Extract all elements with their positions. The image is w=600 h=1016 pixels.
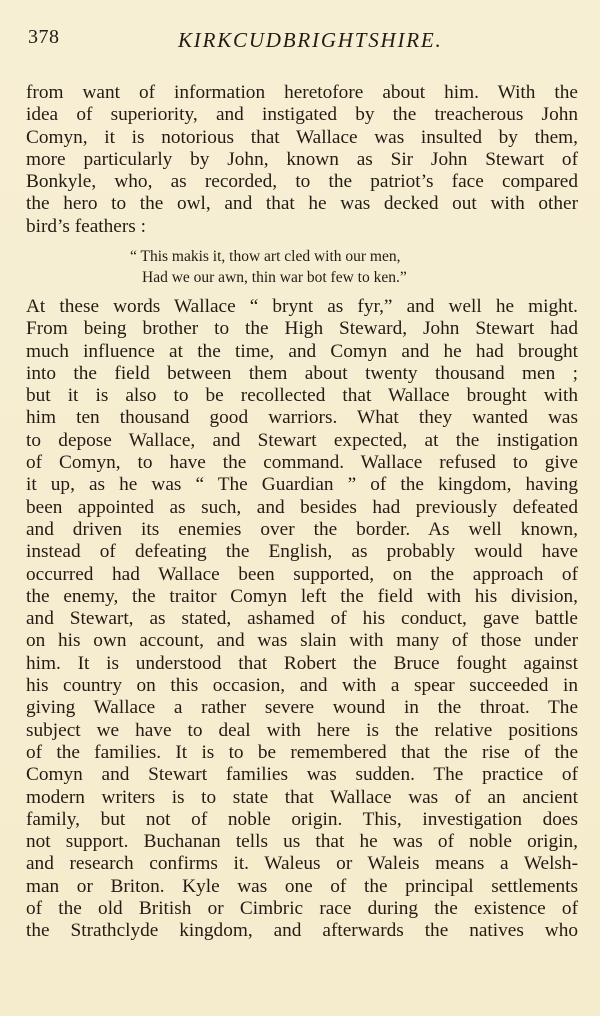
page-number: 378 [28,26,60,48]
text-line: and research confirms it. Waleus or Waleis means a Welsh- [26,853,578,875]
text-line: but it is also to be recollected that Wallace brought with [26,385,578,407]
text-line: the hero to the owl, and that he was decked out with other [26,193,578,215]
text-line: idea of superiority, and instigated by the treacherous John [26,104,578,126]
text-line: and driven its enemies over the border. As well known, [26,518,578,540]
text-line: more particularly by John, known as Sir John Stewart of [26,148,578,170]
text-line: from want of information heretofore about him. With the [26,82,578,103]
verse-line: “ This makis it, thow art cled with our men, [130,248,401,265]
text-line: been appointed as such, and besides had previously defeated [26,496,578,518]
text-line: much influence at the time, and Comyn and he had brought [26,340,578,362]
text-line: him ten thousand good warriors. What they wanted was [26,407,578,429]
text-line: From being brother to the High Steward, John Stewart had [26,318,578,340]
text-line: of the families. It is to be remembered that the rise of the [26,741,578,763]
paragraph-1 [26,82,578,238]
text-line: it up, as he was “ The Guardian ” of the kingdom, having [26,474,578,496]
text-line: his country on this occasion, and with a spear succeeded in [26,675,578,697]
verse-quote [130,246,470,288]
text-line: of Comyn, to have the command. Wallace refused to give [26,452,578,474]
text-line: of the old British or Cimbric race during the existence of [26,898,578,920]
text-line: family, but not of noble origin. This, investigation does [26,808,578,830]
running-title: KIRKCUDBRIGHTSHIRE. [178,28,443,52]
text-line: and Stewart, as stated, ashamed of his conduct, gave battle [26,608,578,630]
text-line: him. It is understood that Robert the Bruce fought against [26,652,578,674]
text-line: bird’s feathers : [26,215,146,237]
text-line: At these words Wallace “ brynt as fyr,” and well he might. [26,296,578,317]
text-line: instead of defeating the English, as probably would have [26,541,578,563]
text-line: Bonkyle, who, as recorded, to the patriot’s face compared [26,171,578,193]
text-line: the Strathclyde kingdom, and afterwards the natives who [26,920,578,942]
text-line: giving Wallace a rather severe wound in the throat. The [26,697,578,719]
text-line: on his own account, and was slain with many of those under [26,630,578,652]
text-line: to depose Wallace, and Stewart expected, at the instigation [26,429,578,451]
text-line: Comyn and Stewart families was sudden. The practice of [26,764,578,786]
verse-line: Had we our awn, thin war bot few to ken.” [142,269,407,286]
text-line: Comyn, it is notorious that Wallace was insulted by them, [26,126,578,148]
text-line: subject we have to deal with here is the relative positions [26,719,578,741]
text-line: man or Briton. Kyle was one of the principal settlements [26,875,578,897]
paragraph-2 [26,296,578,943]
text-line: not support. Buchanan tells us that he was of noble origin, [26,831,578,853]
text-line: modern writers is to state that Wallace was of an ancient [26,786,578,808]
page-header [28,26,578,56]
text-line: the enemy, the traitor Comyn left the field with his division, [26,585,578,607]
text-line: occurred had Wallace been supported, on the approach of [26,563,578,585]
text-line: into the field between them about twenty thousand men ; [26,362,578,384]
